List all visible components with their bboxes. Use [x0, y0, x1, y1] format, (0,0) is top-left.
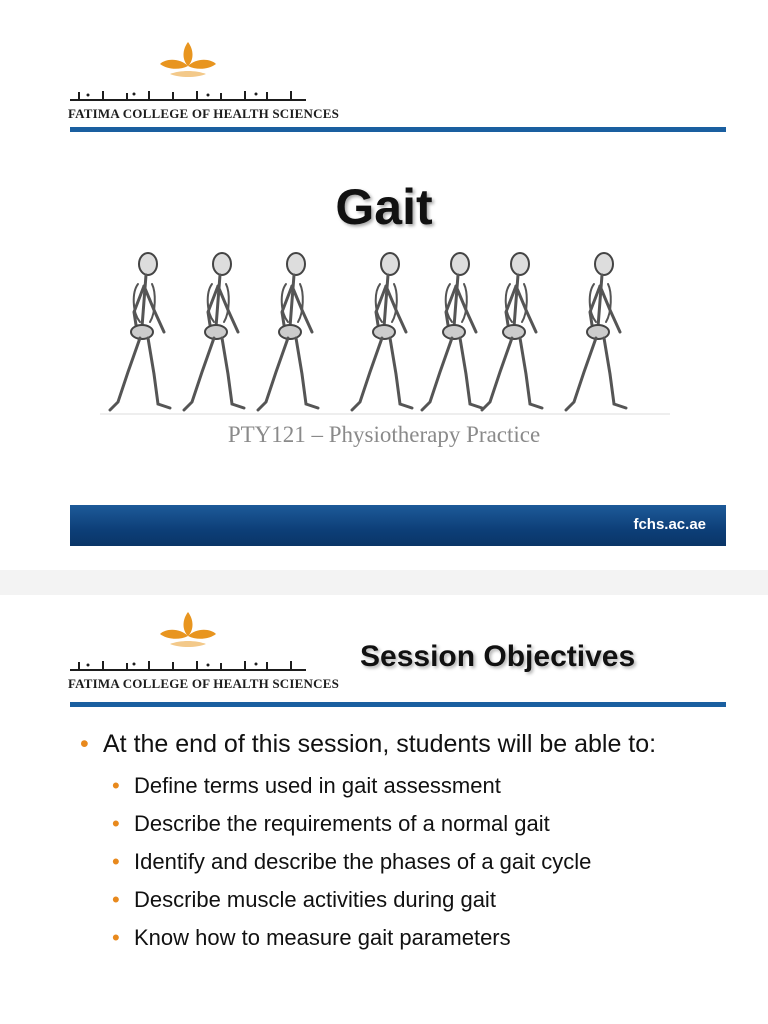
college-english-name: FATIMA COLLEGE OF HEALTH SCIENCES: [68, 106, 339, 121]
header-rule: [70, 127, 726, 132]
slide-gap: [0, 570, 768, 595]
footer-bar: [70, 505, 726, 546]
college-english-name: FATIMA COLLEGE OF HEALTH SCIENCES: [68, 676, 339, 691]
college-logo: [68, 40, 339, 125]
objectives-list: [80, 728, 700, 960]
course-subtitle: PTY121 – Physiotherapy Practice: [227, 422, 541, 447]
arabic-name: [68, 90, 308, 104]
objectives-slide: [0, 595, 768, 1024]
flower-logo-icon: [158, 610, 218, 652]
walking-skeletons-illustration: [100, 250, 670, 420]
flower-logo-icon: [158, 40, 218, 82]
list-item: • Identify and describe the phases of a gait cycle: [112, 846, 700, 878]
list-item: • Know how to measure gait parameters: [112, 922, 700, 954]
footer-url: fchs.ac.ae: [633, 516, 706, 533]
slide-title: Gait: [335, 179, 433, 235]
slide-title: Session Objectives: [360, 640, 636, 673]
main-bullet: • At the end of this session, students will be able to:: [80, 728, 700, 760]
arabic-name: [68, 660, 308, 674]
list-item: • Describe muscle activities during gait: [112, 884, 700, 916]
list-item: • Define terms used in gait assessment: [112, 770, 700, 802]
college-logo: [68, 610, 339, 695]
header-rule: [70, 702, 726, 707]
sub-bullet-list: [80, 770, 700, 954]
list-item: • Describe the requirements of a normal gait: [112, 808, 700, 840]
